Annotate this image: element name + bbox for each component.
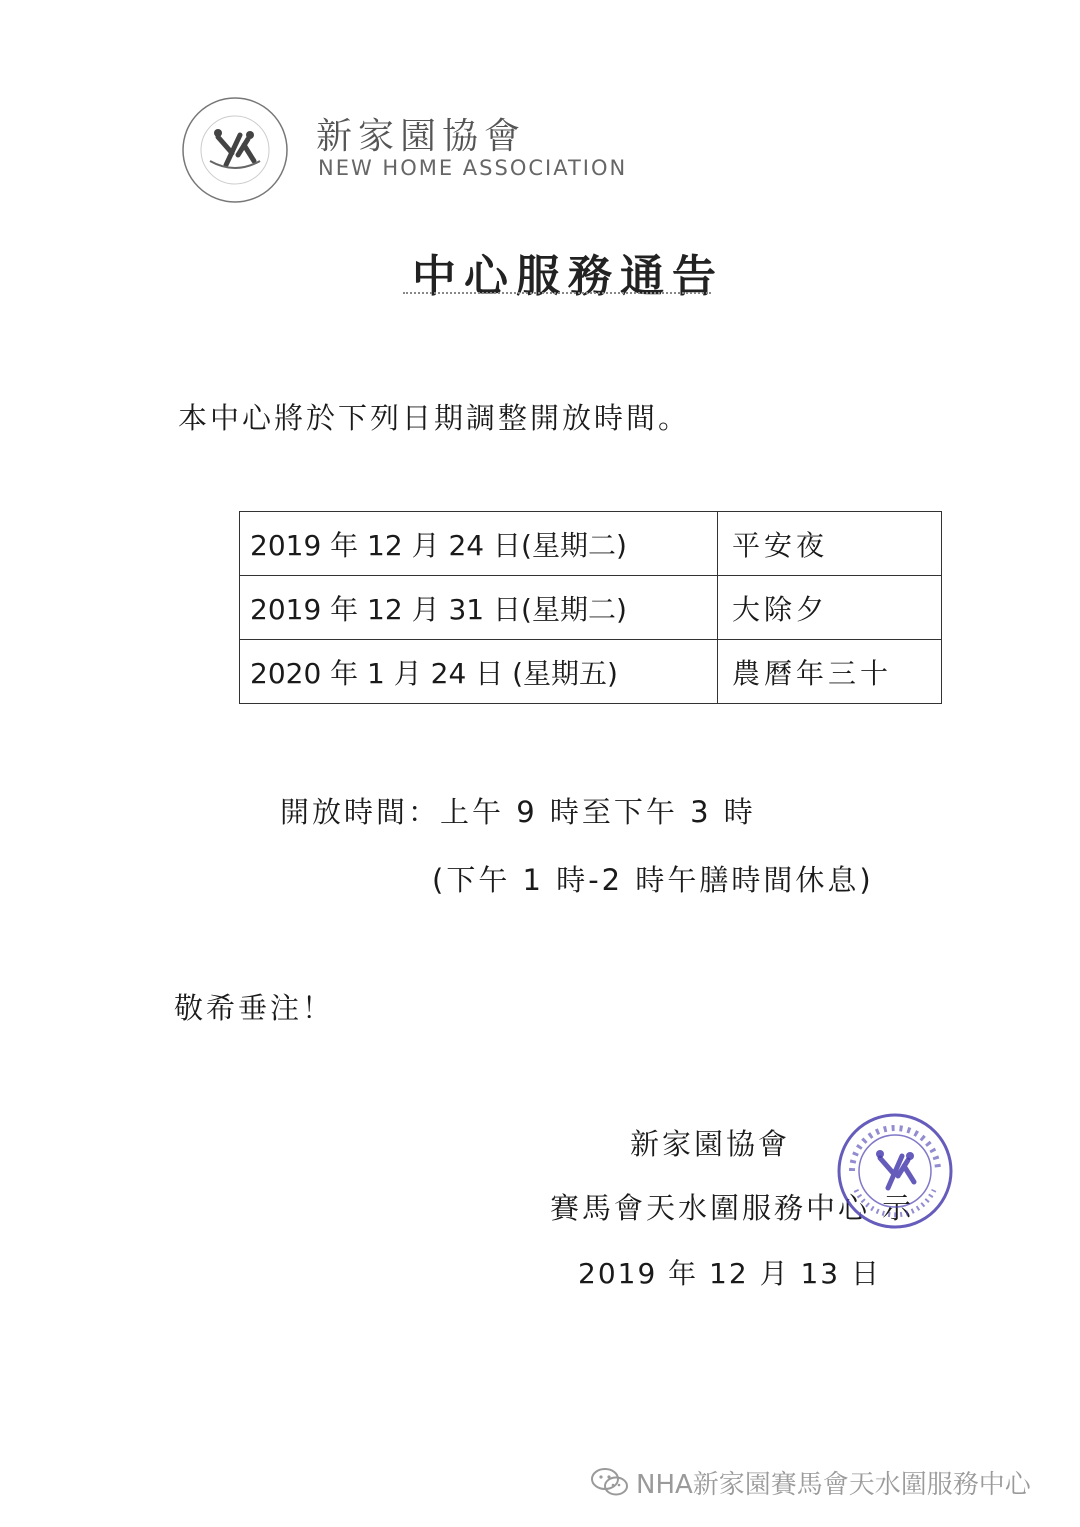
closing-remark: 敬希垂注！ bbox=[174, 991, 335, 1025]
signature-date: 2019 年 12 月 13 日 bbox=[578, 1257, 882, 1290]
notice-intro: 本中心將於下列日期調整開放時間。 bbox=[178, 401, 691, 435]
schedule-date: 2020 年 1 月 24 日 (星期五) bbox=[240, 640, 718, 704]
schedule-date: 2019 年 12 月 31 日(星期二) bbox=[240, 576, 718, 640]
opening-hours: 開放時間：上午 9 時至下午 3 時 bbox=[280, 795, 756, 829]
signature-org: 新家園協會 bbox=[630, 1127, 791, 1161]
org-name-en: NEW HOME ASSOCIATION bbox=[318, 156, 628, 180]
table-row bbox=[240, 512, 942, 576]
notice-title: 中心服務通告 bbox=[412, 251, 724, 302]
schedule-holiday: 農曆年三十 bbox=[718, 640, 942, 704]
schedule-holiday: 平安夜 bbox=[718, 512, 942, 576]
org-name-cn: 新家園協會 bbox=[316, 116, 527, 157]
watermark-text: NHA新家園賽馬會天水圍服務中心 bbox=[636, 1469, 1031, 1500]
title-underline bbox=[403, 292, 711, 297]
schedule-holiday: 大除夕 bbox=[718, 576, 942, 640]
association-logo-icon bbox=[180, 95, 290, 205]
wechat-watermark bbox=[590, 1462, 1031, 1502]
table-row bbox=[240, 640, 942, 704]
wechat-icon bbox=[590, 1466, 630, 1498]
schedule-table bbox=[239, 511, 942, 704]
lunch-break: (下午 1 時-2 時午膳時間休息) bbox=[432, 863, 874, 897]
schedule-date: 2019 年 12 月 24 日(星期二) bbox=[240, 512, 718, 576]
table-row bbox=[240, 576, 942, 640]
signature-center: 賽馬會天水圍服務中心 示 bbox=[550, 1191, 915, 1225]
association-stamp-icon bbox=[836, 1112, 954, 1230]
